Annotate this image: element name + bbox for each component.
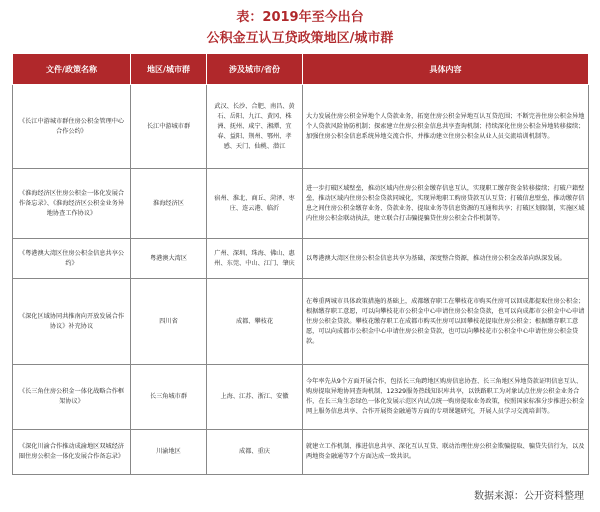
region-cell: 四川省 [131, 279, 207, 365]
detail-cell: 就建立工作机制、推进信息共享、深化互认互贷、联动治理住房公积金欺骗提取、骗贷失信行为，以及两地资金融通等7个方面达成一致共识。 [303, 430, 589, 475]
table-header-row [13, 54, 589, 85]
policy-name-cell: 《长江中游城市群住房公积金管理中心合作公约》 [13, 85, 131, 169]
table-row [13, 279, 589, 365]
policy-name-cell: 《淮海经济区住房公积金一体化发展合作备忘录》、《淮海经济区公积金业务异地协查工作协议》 [13, 169, 131, 239]
table-title: 表：2019年至今出台 [236, 10, 364, 25]
policy-name-cell: 《深化川渝合作推动成渝地区双城经济圈住房公积金一体化发展合作备忘录》 [13, 430, 131, 475]
policy-name-cell: 《长三角住房公积金一体化战略合作框架协议》 [13, 365, 131, 430]
region-cell: 淮海经济区 [131, 169, 207, 239]
region-cell: 川渝地区 [131, 430, 207, 475]
policy-name-cell: 《粤港澳大湾区住房公积金信息共享公约》 [13, 239, 131, 279]
policy-table [12, 53, 589, 475]
data-source-note: 数据来源：公开资料整理 [474, 491, 584, 502]
table-row [13, 430, 589, 475]
region-cell: 长江中游城市群 [131, 85, 207, 169]
cities-cell: 成都、重庆 [207, 430, 303, 475]
table-row [13, 85, 589, 169]
detail-cell: 进一步打破区域壁垒，推动区域内住房公积金缴存信息互认，实现职工缴存资金转移接续；打破户籍壁垒，推动区域内住房公积金贷款同城化，实现异地职工购房贷款互认互贷；打破信息壁垒，推动缴存信息之间住房公积金缴存业务、贷款业务、提取业务等信息资源的互通和共享；打破区划限制，实施区域内住房公积金联动执法，建立联合打击骗提骗贷住房公积金合作机制等。 [303, 169, 589, 239]
table-subtitle: 公积金互认互贷政策地区/城市群 [206, 31, 394, 46]
detail-cell: 大力发展住房公积金异地个人贷款业务，拓宽住房公积金异地互认互贷范围；不断完善住房公积金异地个人贷款风险协防机制；探索建立住房公积金信息共享查询机制；持续深化住房公积金异地转移接续；加强住房公积金信息系统异地交流合作，并推动建立住房公积金从业人员交流培训机制等。 [303, 85, 589, 169]
column-header-cities: 涉及城市/省份 [207, 54, 303, 85]
cities-cell: 成都、攀枝花 [207, 279, 303, 365]
cities-cell: 武汉、长沙、合肥、南昌、黄石、岳阳、九江、黄冈、株洲、抚州、咸宁、湘潭、宜春、益阳、荆州、鄂州、孝感、天门、仙桃、潜江 [207, 85, 303, 169]
column-header-region: 地区/城市群 [131, 54, 207, 85]
detail-cell: 以粤港澳大湾区住房公积金信息共享为基础，深度整合资源，推动住房公积金改革向纵深发展。 [303, 239, 589, 279]
policy-name-cell: 《深化区域协同共推南向开放发展合作协议》补充协议 [13, 279, 131, 365]
region-cell: 长三角城市群 [131, 365, 207, 430]
cities-cell: 宿州、淮北、商丘、菏泽、枣庄、连云港、临沂 [207, 169, 303, 239]
detail-cell: 在尊重两城市具体政策措施的基础上，成都缴存职工在攀枝花市购买住房可以回成都提取住房公积金；根据缴存职工意愿，可以向攀枝花市公积金中心申请住房公积金贷款，也可以向成都市公积金中心申请住房公积金贷款。攀枝花缴存职工在成都市购买住房可以回攀枝花提取住房公积金；根据缴存职工意愿，可以向成都市公积金中心申请住房公积金贷款，也可以向攀枝花市公积金中心申请住房公积金贷款。 [303, 279, 589, 365]
table-row [13, 169, 589, 239]
column-header-detail: 具体内容 [303, 54, 589, 85]
cities-cell: 上海、江苏、浙江、安徽 [207, 365, 303, 430]
table-row [13, 365, 589, 430]
cities-cell: 广州、深圳、珠海、佛山、惠州、东莞、中山、江门、肇庆 [207, 239, 303, 279]
region-cell: 粤港澳大湾区 [131, 239, 207, 279]
column-header-policy: 文件/政策名称 [13, 54, 131, 85]
detail-cell: 今年率先从9个方面开展合作，包括长三角跨地区购房信息协查、长三角地区异地贷款证明信息互认、购房提取异地协同查询机制、12329服务热线知识库共享，以铁路职工为对象试点住房公积金业务合作，在长三角生态绿色一体化发展示范区内试点统一购房提取业务政策，按照国家标准分步推进公积金网上服务信息共享、合作开展资金融通等方面的专项课题研究，开展人员学习交流培训等。 [303, 365, 589, 430]
table-row [13, 239, 589, 279]
